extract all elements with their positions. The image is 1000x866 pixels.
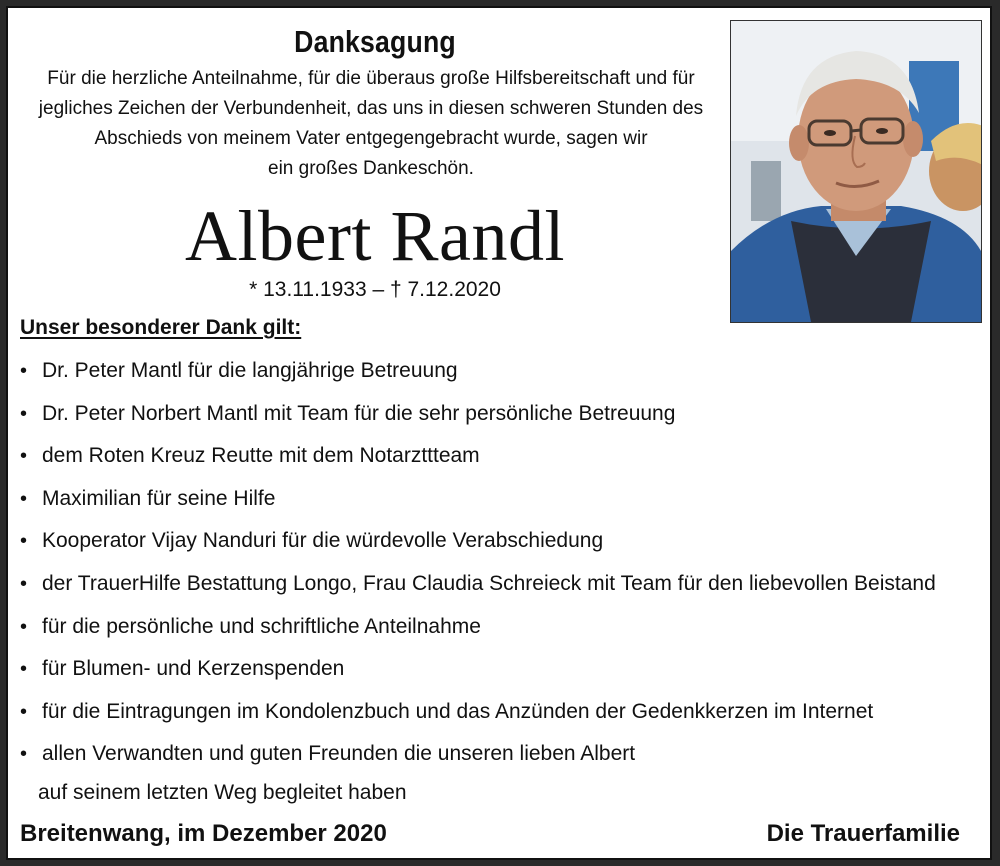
- list-item: • Dr. Peter Norbert Mantl mit Team für die sehr persönliche Betreuung: [20, 393, 975, 436]
- thanks-list: [20, 350, 975, 776]
- intro-line: jegliches Zeichen der Verbundenheit, das uns in diesen schweren Stunden des: [38, 98, 704, 119]
- intro-text: [16, 64, 726, 184]
- life-dates: * 13.11.1933 – † 7.12.2020: [249, 278, 501, 301]
- list-item: • der TrauerHilfe Bestattung Longo, Frau Claudia Schreieck mit Team für den liebevollen Beistand: [20, 563, 975, 606]
- place-date: Breitenwang, im Dezember 2020: [20, 820, 387, 847]
- intro-line: ein großes Dankeschön.: [268, 158, 474, 179]
- list-item: • für die persönliche und schriftliche Anteilnahme: [20, 606, 975, 649]
- intro-line: Für die herzliche Anteilnahme, für die überaus große Hilfsbereitschaft und für: [47, 68, 695, 89]
- list-item: • für Blumen- und Kerzenspenden: [20, 648, 975, 691]
- obituary-card: [6, 6, 992, 860]
- list-item: • allen Verwandten und guten Freunden die unseren lieben Albert: [20, 733, 975, 776]
- thanks-continuation: auf seinem letzten Weg begleitet haben: [38, 781, 407, 804]
- list-item: • Kooperator Vijay Nanduri für die würdevolle Verabschiedung: [20, 520, 975, 563]
- list-item: • Dr. Peter Mantl für die langjährige Betreuung: [20, 350, 975, 393]
- list-item: • für die Eintragungen im Kondolenzbuch und das Anzünden der Gedenkkerzen im Internet: [20, 691, 975, 734]
- list-item: • dem Roten Kreuz Reutte mit dem Notarzttteam: [20, 435, 975, 478]
- signature: Die Trauerfamilie: [766, 820, 960, 847]
- deceased-name: Albert Randl: [185, 196, 565, 276]
- intro-line: Abschieds von meinem Vater entgegengebracht wurde, sagen wir: [94, 128, 648, 149]
- portrait-photo: [730, 20, 982, 323]
- list-item: • Maximilian für seine Hilfe: [20, 478, 975, 521]
- thanks-heading: Unser besonderer Dank gilt:: [20, 316, 302, 339]
- page-title: Danksagung: [294, 24, 456, 59]
